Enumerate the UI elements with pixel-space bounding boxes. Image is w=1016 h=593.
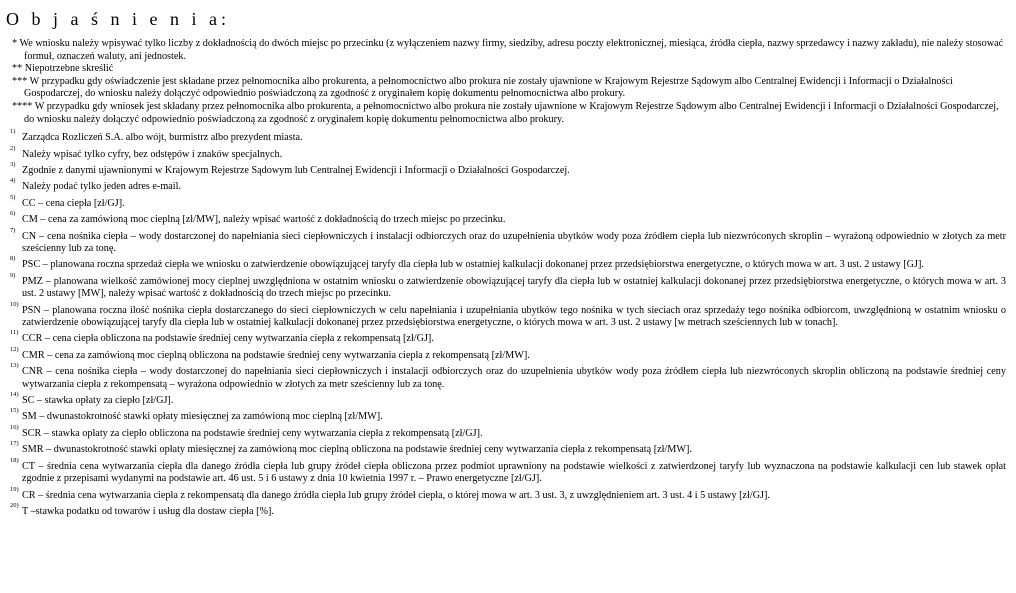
footnote-text: T –stawka podatku od towarów i usług dla dostaw ciepła [%]. (22, 505, 274, 517)
footnote-8 (6, 255, 1006, 271)
star-notes (6, 38, 1006, 126)
footnote-2 (6, 145, 1006, 161)
footnote-text: SMR – dwunastokrotność stawki opłaty miesięcznej za zamówioną moc cieplną obliczona na podstawie średniej ceny wytwarzania ciepła z rekompensatą [zł/MW]. (22, 444, 692, 456)
footnote-text: PSN – planowana roczna ilość nośnika ciepła dostarczanego do sieci ciepłowniczych w celu napełniania i uzupełniania ubytków tego nośnika w tych sieciach oraz sprzedaży tego nośnika odbiorcom, uwzględnioną w ostatnim wniosku o zatwierdzenie obowiązującej taryfy dla ciepła lub w ostatniej kalkulacji dokonanej przez przedsiębiorstwa energetyczne, o których mowa w art. 3 ust. 2 ustawy [w metrach sześciennych lub w tonach]. (22, 304, 1006, 329)
footnote-11 (6, 329, 1006, 345)
footnote-text: CC – cena ciepła [zł/GJ]. (22, 197, 125, 209)
footnote-number: 8) (10, 255, 16, 263)
footnote-text: Zarządca Rozliczeń S.A. albo wójt, burmistrz albo prezydent miasta. (22, 132, 303, 144)
footnote-number: 10) (10, 300, 19, 308)
footnote-18 (6, 457, 1006, 486)
footnote-number: 16) (10, 423, 19, 431)
footnote-text: CCR – cena ciepła obliczona na podstawie średniej ceny wytwarzania ciepła z rekompensatą [zł/GJ]. (22, 333, 434, 345)
footnote-number: 9) (10, 271, 16, 279)
page-title: O b j a ś n i e n i a: (6, 9, 230, 29)
footnote-15 (6, 407, 1006, 423)
footnote-number: 3) (10, 160, 16, 168)
footnote-number: 15) (10, 407, 19, 415)
footnote-text: PMZ – planowana wielkość zamówionej mocy cieplnej uwzględniona w ostatnim wniosku o zatwierdzenie obowiązującej taryfy dla ciepła lub w ostatniej kalkulacji dokonanej przez przedsiębiorstwa energetyczne, o których mowa w art. 3 ust. 2 ustawy [MW], należy wpisać wartość z dokładnością do trzech miejsc po przecinku. (22, 275, 1006, 300)
footnote-number: 12) (10, 345, 19, 353)
footnote-4 (6, 177, 1006, 193)
footnote-1 (6, 128, 1006, 144)
footnote-list (6, 128, 1006, 518)
footnote-3 (6, 161, 1006, 177)
footnote-number: 20) (10, 501, 19, 509)
footnote-number: 2) (10, 144, 16, 152)
star-note-1: * We wniosku należy wpisywać tylko liczby z dokładnością do dwóch miejsc po przecinku (z wyłączeniem nazwy firmy, siedziby, adresu poczty elektronicznej, miesiąca, źródła ciepła, nazwy sprzedawcy i nazwy zakładu), nie należy stosować formuł, oznaczeń waluty, ani jednostek. (12, 38, 1004, 62)
footnote-number: 13) (10, 362, 19, 370)
footnote-text: CMR – cena za zamówioną moc cieplną obliczona na podstawie średniej ceny wytwarzania ciepła z rekompensatą [zł/MW]. (22, 349, 530, 361)
footnote-text: CNR – cena nośnika ciepła – wody dostarczonej do napełniania sieci ciepłowniczych i instalacji odbiorczych oraz do uzupełnienia ubytków wody poza źródłem ciepła lub niezwróconych skroplin obliczoną na podstawie średniej ceny wytwarzania ciepła z rekompensatą – wyrażona odpowiednio w złotych za metr sześcienny lub za tonę. (22, 366, 1006, 390)
footnote-text: SM – dwunastokrotność stawki opłaty miesięcznej za zamówioną moc cieplną [zł/MW]. (22, 411, 383, 423)
footnote-20 (6, 502, 1006, 518)
footnote-6 (6, 210, 1006, 226)
footnote-text: CR – średnia cena wytwarzania ciepła z rekompensatą dla danego źródła ciepła lub grupy źródeł ciepła, o której mowa w art. 3 ust. 3, z uwzględnieniem art. 3 ust. 4 i 5 ustawy [zł/GJ]. (22, 489, 770, 501)
footnote-19 (6, 486, 1006, 502)
footnote-number: 14) (10, 391, 19, 399)
footnote-5 (6, 194, 1006, 210)
footnote-12 (6, 346, 1006, 362)
footnote-number: 7) (10, 226, 16, 234)
footnote-number: 6) (10, 210, 16, 218)
footnote-text: CN – cena nośnika ciepła – wody dostarczonej do napełniania sieci ciepłowniczych i instalacji odbiorczych oraz do uzupełnienia ubytków wody poza źródłem ciepła lub niezwróconych skroplin – wyrażoną odpowiednio w złotych za metr sześcienny lub za tonę. (22, 230, 1006, 254)
footnote-13 (6, 362, 1006, 391)
footnote-text: CM – cena za zamówioną moc cieplną [zł/MW], należy wpisać wartość z dokładnością do trzech miejsc po przecinku. (22, 214, 506, 226)
footnote-7 (6, 227, 1006, 256)
footnote-text: CT – średnia cena wytwarzania ciepła dla danego źródła ciepła lub grupy źródeł ciepła obliczona przez podmiot uprawniony na podstawie wielkości z zatwierdzonej taryfy lub wyznaczona na podstawie kalkulacji cen lub stawek opłat zgodnie z przepisami wydanymi na podstawie art. 46 ust. 5 i 6 ustawy z dnia 10 kwietnia 1997 r. – Prawo energetyczne [zł/GJ]. (22, 460, 1006, 485)
star-note-3: *** W przypadku gdy oświadczenie jest składane przez pełnomocnika albo prokurenta, a pełnomocnictwo albo prokura nie zostały ujawnione w Krajowym Rejestrze Sądowym albo Centralnej Ewidencji i Informacji o Działalności Gospodarczej, do wniosku należy dołączyć odpowiednio poświadczoną za zgodność z oryginałem kopię dokumentu pełnomocnictwa albo prokury. (12, 75, 953, 100)
footnote-text: PSC – planowana roczna sprzedaż ciepła we wniosku o zatwierdzenie obowiązującej taryfy dla ciepła lub w ostatniej kalkulacji dokonanej przez przedsiębiorstwa energetyczne, o których mowa w art. 3 ust. 2 ustawy [GJ]. (22, 259, 924, 271)
footnote-number: 11) (10, 329, 19, 337)
footnote-number: 19) (10, 485, 19, 493)
footnote-17 (6, 440, 1006, 456)
footnote-text: Należy wpisać tylko cyfry, bez odstępów i znaków specjalnych. (22, 148, 283, 160)
footnote-number: 1) (10, 128, 16, 136)
footnote-number: 5) (10, 193, 16, 201)
footnote-10 (6, 301, 1006, 330)
footnote-number: 4) (10, 177, 16, 185)
footnote-number: 18) (10, 456, 19, 464)
footnote-number: 17) (10, 440, 19, 448)
footnote-14 (6, 391, 1006, 407)
star-note-4: **** W przypadku gdy wniosek jest składany przez pełnomocnika albo prokurenta, a pełnomocnictwo albo prokura nie zostały ujawnione w Krajowym Rejestrze Sądowym albo Centralnej Ewidencji i Informacji o Działalności Gospodarczej, do wniosku należy dołączyć odpowiednio poświadczoną za zgodność z oryginałem kopię dokumentu pełnomocnictwa albo prokury. (12, 100, 999, 125)
star-note-2: ** Niepotrzebne skreślić (12, 63, 114, 75)
footnote-text: SC – stawka opłaty za ciepło [zł/GJ]. (22, 395, 174, 407)
footnote-text: SCR – stawka opłaty za ciepło obliczona na podstawie średniej ceny wytwarzania ciepła z rekompensatą [zł/GJ]. (22, 427, 483, 439)
footnote-16 (6, 424, 1006, 440)
footnote-text: Należy podać tylko jeden adres e-mail. (22, 181, 181, 193)
footnote-text: Zgodnie z danymi ujawnionymi w Krajowym Rejestrze Sądowym lub Centralnej Ewidencji i Informacji o Działalności Gospodarczej. (22, 164, 570, 176)
footnote-9 (6, 272, 1006, 301)
